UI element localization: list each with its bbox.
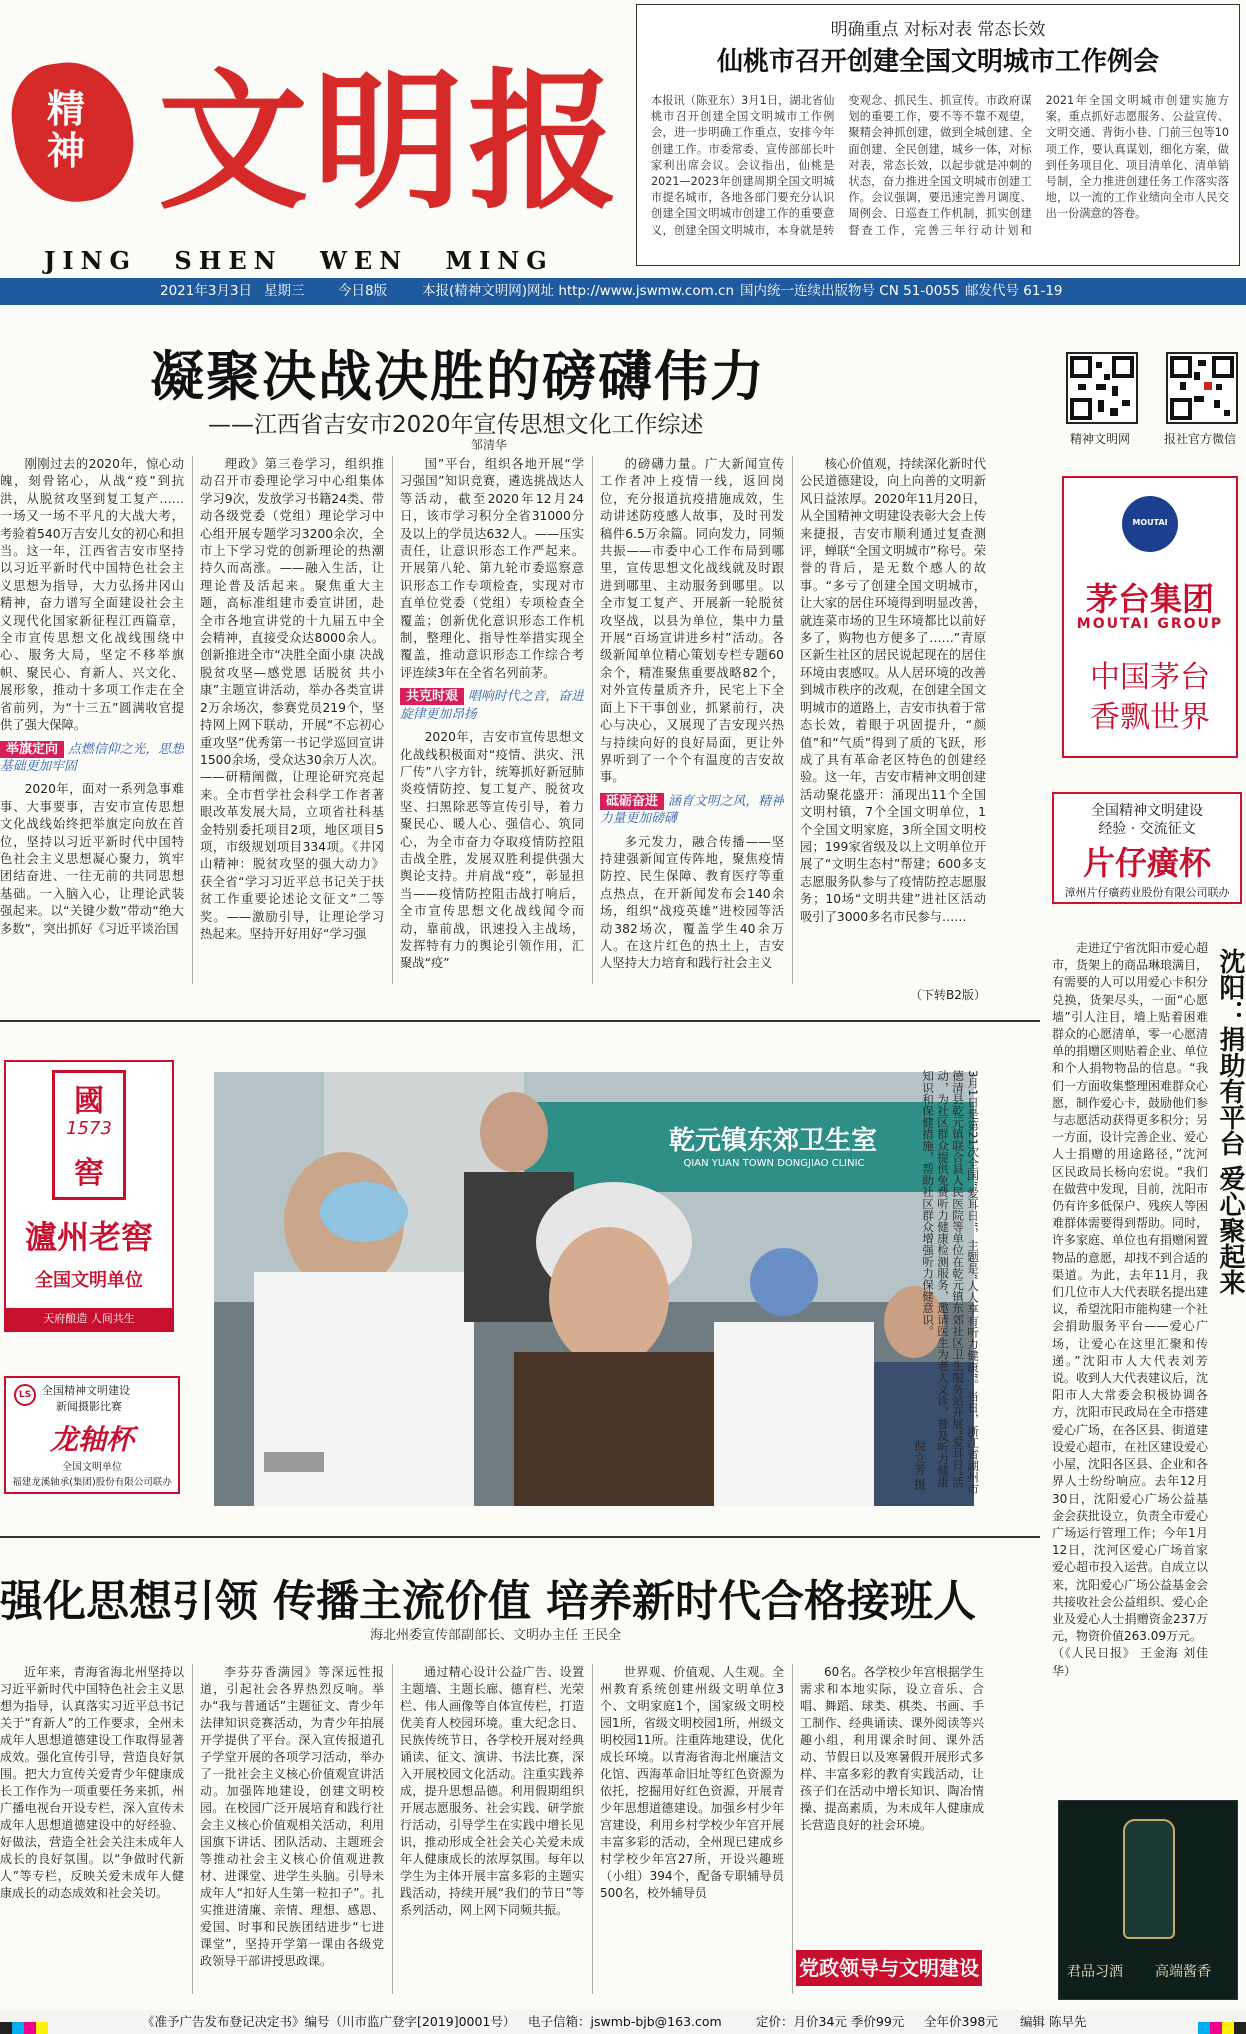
bottom-para-2: 李芬芬香满园》等深远性报道，引起社会各界热烈反响。举办“我与普通话”主题征文、青少年法律知识竞赛活动，为青少年拍展开学提供了平台。深入宣传报道孔子学堂开展的各项学习活动，举办了一批社会主义核心价值观宣讲活动。加强阵地建设，创建文明校园。在校园广泛开展培育和践行社会主义核心价值观相关活动，利用国旗下讲话、团队活动、主题班会等推动社会主义核心价值观进教材、进课堂、进学生头脑。引导未成年人“扣好人生第一粒扣子”。扎实推进清廉、亲情、理想、感恩、爱国、时事和民族团结进步“七进课堂”，坚持开学第一课由各级党政领导干部讲授思政课。 (200, 1665, 384, 1968)
bottom-title[interactable]: 强化思想引领 传播主流价值 培养新时代合格接班人 (0, 1577, 976, 1627)
side-story-title[interactable]: 沈阳：捐助有平台 爱心聚起来 (1215, 948, 1245, 1296)
column-divider (192, 456, 193, 984)
news-photo[interactable] (214, 1072, 974, 1506)
bottom-column-3 (400, 1664, 584, 1994)
longzhou-company: 福建龙溪轴承(集团)股份有限公司联办 (12, 1477, 172, 1488)
lead-para-3: 理政》第三卷学习，组织推动召开市委理论学习中心组集体学习9次，发放学习书籍24类、带动各级党委（党组）理论学习中心组开展专题学习3200余次，全市上下学习党的创新理论的热潮持久而高涨。——融入生活，让理论普及活起来。聚焦重大主题，高标准组建市委宣讲团，赴全市各地宣讲党的十九届五中全会精神，直接受众达8000余人。创新推进全市“决胜全面小康 决战脱贫攻坚—感党恩 话脱贫 共小康”主题宣讲活动，举办各类宣讲2万余场次，参赛党员219个，坚持网上网下联动，开展“不忘初心重攻坚”优秀第一书记学巡回宣讲1500余场，受众达30余万人次。——研精阐微，让理论研究亮起来。全市哲学社会科学工作者著眼改革发展大局，立项省社科基金特别委托项目2项，地区项目5项，市级规划项目334项。《井冈山精神：脱贫攻坚的强大动力》获全省“学习习近平总书记关于扶贫工作重要论述论文征文”二等奖。——激励引导，让理论学习热起来。坚持开好用好“学习强 (200, 457, 384, 941)
lead-subhead-3-text: 涵育文明之风，精神力量更加磅礴 (600, 793, 784, 827)
issue-date: 2021年3月3日 (160, 283, 253, 299)
column-divider (792, 1664, 793, 1994)
top-news-body: 本报讯（陈亚东）3月1日，湖北省仙桃市召开创建全国文明城市工作例会，进一步明确工作重点，安排今年创建工作。市委常委、宣传部部长叶家利出席会议。会议指出，仙桃是2021—2023年创建周期全国文明城市提名城市，各地各部门要充分认识创建全国文明城市创建工作的重要意义，创建全国文明城市，本身就是转变观念、抓民生、抓宣传。市政府谋划的重要工作，要不等不靠不观望，聚精会神抓创建，做到全城创建、全面创建、全民创建，城乡一体，对标对表，常态长效，以起步就是冲刺的状态，奋力推进全国文明城市创建工作。会议强调，要迅速完善月调度、周例会、日巡查工作机制，抓实创建督查工作，完善三年行动计划和2021年全国文明城市创建实施方案，重点抓好志愿服务、公益宣传、文明交通、背街小巷、门前三包等10项工作，要认真谋划，细化方案，做到任务项目化、项目清单化、清单销号制，全力推进创建任务工作落实落地，以一流的工作业绩向全市人民交出一份满意的答卷。 (651, 94, 1229, 237)
print-colorbar (12, 2022, 24, 2034)
longzhou-brand: 龙轴杯 (49, 1423, 134, 1456)
side-story-text: 走进辽宁省沈阳市爱心超市，货架上的商品琳琅满目，有需要的人可以用爱心卡积分兑换，货架尽头，一面“心愿墙”引人注目，墙上贴着困难群众的心愿清单，零一心愿清单的捐赠区则贴着企业、单位和个人捐物物品的信息。“我们一方面收集整理困难群众心愿，制作爱心卡，鼓励他们参与志愿活动获得更多积分；另一方面，设计完善企业、爱心人士捐赠的用途路径，”沈河区民政局长杨向宏说。“我们在做营中发现，目前，沈阳市仍有许多低保户、残疾人等困难群体需要得到帮助。同时，许多家庭、单位也有捐赠闲置物品的意愿，却找不到合适的渠道。为此，去年11月，我们几位市人大代表联名提出建议，希望沈阳市能构建一个社会捐助服务平台——爱心广场，让爱心在这里汇聚和传递。”沈阳市人大代表刘芳说。收到人大代表建议后，沈阳市人大常委会积极协调各方，沈阳市民政局在全市搭建爱心广场，在各区县、街道建设爱心超市，在社区建设爱心小屋，沈阳各区县、企业和各界人士纷纷响应。去年12月30日，沈阳爱心广场公益基金会获批设立，负责全市爱心广场运行管理工作；今年1月12日，沈河区爱心广场首家爱心超市投入运营。自成立以来，沈阳爱心广场公益基金会共接收社会公益组织、爱心企业及爱心人士捐赠资金237万元，物资价值263.09万元。 (1052, 941, 1208, 1644)
footer-permit: 《准予广告发布登记决定书》编号（川市监广登字[2019]0001号） (142, 2014, 516, 2029)
print-colorbar (1198, 2022, 1210, 2034)
lead-subtitle: ——江西省吉安市2020年宣传思想文化工作综述 (208, 412, 704, 438)
footer-year-price: 全年价398元 (924, 2014, 998, 2029)
column-divider (392, 1664, 393, 1994)
section-divider (0, 1020, 1040, 1022)
lead-para-8: 核心价值观，持续深化新时代公民道德建设，向上向善的文明新风日益浓厚。2020年11月20日，从全国精神文明建设表彰大会上传来捷报，吉安市顺利通过复查测评，蝉联“全国文明城市”称号。荣誉的背后，是无数个感人的故事。“多亏了创建全国文明城市，让大家的居住环境得到明显改善，就连菜市场的卫生环境都比以前好多了，购物也方便多了……”青原区新生社区的居民说起现在的居住环境由衷感叹。从人居环境的改善到城市秩序的改观，在创建全国文明城市的道路上，吉安市执着于常态长效，着眼于巩固提升，“颜值”和“气质”得到了质的飞跃，形成了具有革命老区特色的创建经验。这一年，吉安市精神文明创建活动聚花盛开：涌现出11个全国文明村镇，7个全国文明单位，1个全国文明家庭，3所全国文明校园；199家省级及以上文明单位开展了“文明生态村”帮建；600多支志愿服务队参与了疫情防控志愿服务；10场“文明共建”进社区活动吸引了3000多名市民参与…… (800, 457, 986, 924)
footer-email[interactable]: 电子信箱：jswmb-bjb@163.com (528, 2014, 722, 2029)
logo-seal-text: 精神 (46, 86, 85, 173)
top-news-title[interactable]: 仙桃市召开创建全国文明城市工作例会 (716, 47, 1159, 77)
lead-para-5: 2020年，吉安市宣传思想文化战线积极面对“疫情、洪灾、汛厂传”八字方针，统筹抓好新冠肺炎疫情防控、复工复产、脱贫攻坚、扫黑除恶等宣传引导，着力聚民心、暖人心、强信心、筑同心，为全市奋力夺取疫情防控阻击战全胜，发展双胜利提供强大舆论支持。并肩战“疫”，彰显担当——疫情防控阻击战打响后，全市宣传思想文化战线闻令而动，靠前战，讯速投入主战场，发挥特有力的舆论引领作用，汇聚战“疫” (400, 730, 584, 971)
lead-column-3 (400, 456, 584, 986)
footer-bar (0, 2010, 1246, 2034)
pianzai-line2: 经验 · 交流征文 (1098, 821, 1196, 837)
bottom-para-3: 通过精心设计公益广告、设置主题墙、主题长廊、德育栏、光荣栏、伟人画像等自体宣传栏，打造优美育人校园环境。重大纪念日、民族传统节日，各学校开展对经典诵读、征文、演讲、书法比赛，深入开展校园文化活动。注重实践养成，提升思想品德。利用假期组织开展志愿服务、社会实践、研学旅行活动，引导学生在实践中增长见识，推动形成全社会关心关爱未成年人健康成长的浓厚氛围。每年以学生为主体开展丰富多彩的主题实践活动，持续开展“我们的节日”等系列活动，网上网下同频共振。 (400, 1665, 584, 1917)
masthead-pinyin: JING SHEN WEN MING (44, 246, 554, 275)
bottom-column-5 (800, 1664, 984, 1934)
guojiao-seal-num: 1573 (66, 1118, 112, 1139)
lead-column-2 (200, 456, 384, 986)
qr-code-wechat[interactable] (1166, 352, 1238, 424)
column-divider (592, 1664, 593, 1994)
liquor-text-1: 君品习酒 (1067, 1964, 1123, 1980)
issue-weekday: 星期三 (264, 283, 305, 299)
print-colorbar (0, 2022, 12, 2034)
lead-subhead-2-tag: 共克时艰 (400, 688, 464, 705)
maotai-brand-en: MOUTAI GROUP (1076, 616, 1224, 632)
lead-column-5 (800, 456, 986, 966)
footer-price: 定价：月价34元 季价99元 (756, 2014, 905, 2029)
cn-number: 国内统一连续出版物号 CN 51-0055 (740, 283, 960, 299)
qr-caption-website: 精神文明网 (1070, 432, 1131, 446)
longzhou-line2: 新闻摄影比赛 (56, 1400, 122, 1413)
bottom-para-1: 近年来，青海省海北州坚持以习近平新时代中国特色社会主义思想为指导，认真落实习近平总书记关于“育新人”的工作要求，全州未成年人思想道德建设工作取得显著成效。强化宣传引导，营造良好氛围。把大力宣传关爱青少年健康成长工作作为一项重要任务来抓，州广播电视台开设专栏，深入宣传未成年人思想道德建设中的好经验、好做法，营造全社会关注未成年人成长的良好氛围。以“争做时代新人”等专栏，反映关爱未成年人健康成长的动态成效和社会关切。 (0, 1665, 184, 1900)
photo-credit: 倪立芳 摄 (913, 1440, 927, 1491)
bottom-para-4: 世界观、价值观、人生观。全州教育系统创建州级文明单位3个、文明家庭1个，国家级文明校园1所，省级文明校园1所，州级文明校园11所。注重阵地建设，优化成长环境。以青海省海北州廉洁文化馆、西海革命旧址等红色资源为依托，挖掘用好红色资源，开展青少年思想道德建设。加强乡村少年宫建设，利用乡村学校少年宫开展丰富多彩的活动，全州现已建成乡村学校少年宫27所，开设兴趣班（小组）394个，配备专职辅导员500名，校外辅导员 (600, 1665, 784, 1900)
lead-title[interactable]: 凝聚决战决胜的磅礴伟力 (150, 345, 766, 408)
lead-para-1: 刚刚过去的2020年，惊心动魄，刻骨铭心，从战“疫”到抗洪，从脱贫攻坚到复工复产……一场又一场不平凡的大战大考，考验着540万吉安儿女的初心和担当。这一年，江西省吉安市坚持以习近平新时代中国特色社会主义思想为指导，大力弘扬井冈山精神，奋力谱写全面建设社会主义现代化国家新征程江西篇章，全市宣传思想文化战线围绕中心、服务大局，坚定不移举旗帜、聚民心、育新人、兴文化、展形象，推动十多项工作走在全省前列，为“十三五”圆满收官提供了强大保障。 (0, 457, 184, 733)
masthead-logo (8, 40, 630, 230)
side-story-byline: （《人民日报》 王金海 刘佳华） (1052, 1646, 1208, 1678)
lead-author: 邹清华 (471, 438, 508, 452)
column-divider (192, 1664, 193, 1994)
guojiao-slogan: 全国文明单位 (35, 1270, 143, 1291)
guojiao-seal-bottom: 窖 (74, 1156, 104, 1191)
pianzai-line1: 全国精神文明建设 (1091, 803, 1203, 819)
column-divider (792, 456, 793, 984)
section-divider (0, 1536, 1040, 1538)
lead-subhead-3-tag: 砥砺奋进 (600, 793, 664, 810)
print-colorbar (1222, 2022, 1234, 2034)
bottom-column-4 (600, 1664, 784, 1994)
print-colorbar (1210, 2022, 1222, 2034)
qr-code-website[interactable] (1066, 352, 1138, 424)
lead-column-4 (600, 456, 784, 986)
ad-maotai[interactable] (1062, 476, 1238, 758)
page-count: 今日8版 (338, 283, 388, 299)
pianzai-brand: 片仔癀杯 (1082, 844, 1211, 882)
logo-char-ming: 明 (313, 54, 464, 230)
top-news-box (636, 4, 1240, 266)
guojiao-brand: 瀘州老窖 (24, 1218, 153, 1256)
lead-continued[interactable]: （下转B2版） (910, 988, 986, 1002)
print-colorbar (36, 2022, 48, 2034)
lead-para-4: 国”平台，组织各地开展“学习强国”知识竞赛，遴选挑战达人等活动，截至2020年12月24日，该市学习积分全省31000分及以上的学员达632人。——压实责任，让意识形态工作严起来。开展第八轮、第九轮市委巡察意识形态工作专项检查，实现对市直单位党委（党组）专项检查全覆盖；创新优化意识形态工作机制，整理化、指导性举措实现全覆盖，推动意识形态工作综合考评连续3年在全省名列前茅。 (400, 457, 584, 680)
bottom-subtitle: 海北州委宣传部副部长、文明办主任 王民全 (370, 1628, 622, 1643)
website-link[interactable]: 本报(精神文明网)网址 http://www.jswmw.com.cn (422, 283, 735, 299)
ad-longzhou[interactable] (4, 1376, 180, 1494)
lead-subhead-1-text: 点燃信仰之光，思想基础更加牢固 (0, 741, 184, 774)
column-divider (592, 456, 593, 984)
guojiao-foot: 天府酿造 人间共生 (6, 1308, 172, 1330)
longzhou-logo-icon: LS (14, 1384, 36, 1406)
maotai-brand: 茅台集团 (1085, 580, 1214, 618)
photo-caption: 3月1日是第21次全国“爱耳日”，主题是“人人享有听力健康”。当日，浙江省湖州市德清县乾元镇联合县人民医院等单位在乾元镇东郊社区卫生服务站开展“爱耳日”活动，为社区群众提供免费听力健康检测服务，邀请医生为老人义诊，普及听力健康知识和保健措施，帮助社区群众增强听力保健意识。 (921, 1070, 980, 1495)
logo-char-bao: 报 (468, 54, 619, 230)
photo-sign-en: QIAN YUAN TOWN DONGJIAO CLINIC (683, 1158, 865, 1169)
bottom-column-1 (0, 1664, 184, 1994)
maotai-slogan-2: 香飘世界 (1090, 700, 1210, 735)
guojiao-seal-top: 國 (74, 1084, 104, 1119)
bottom-para-5: 60名。各学校少年宫根据学生需求和本地实际，设立音乐、合唱、舞蹈、球类、棋类、书画、手工制作、经典诵读、课外阅读等兴趣小组，利用课余时间、课外活动、节假日以及寒暑假开展形式多样、丰富多彩的教育实践活动，让孩子们在活动中增长知识、陶冶情操、提高素质，为未成年人健康成长营造良好的社会环境。 (800, 1665, 984, 1832)
lead-subhead-2-text: 唱响时代之音，奋进旋律更加昂扬 (400, 689, 584, 722)
postal-code: 邮发代号 61-19 (965, 283, 1063, 299)
ad-liquor[interactable] (1058, 1800, 1238, 2000)
bottom-column-2 (200, 1664, 384, 1994)
lead-para-6: 的磅礴力量。广大新闻宣传工作者冲上疫情一线，返回岗位，充分报道抗疫措施成效，生动讲述防疫感人故事，及时刊发稿件6.5万余篇。同向发力，同频共振——市委中心工作布局到哪里，宣传思想文化战线就及时跟进到哪里、主动服务到哪里。以全市复工复产、开展新一轮脱贫攻坚战，以县为单位，集中力量开展“百场宣讲进乡村”活动。各级新闻单位精心策划专栏专题60余个，精准聚焦重要战略82个，对外宣传量质齐升，民宅上下全面上下干事创业，抓紧前行，决心与决心，又展现了吉安现兴热与持续向好的良好局面，更让外界听到了一个个有温度的吉安故事。 (600, 457, 784, 785)
photo-sign: 乾元镇东郊卫生室 (668, 1126, 877, 1156)
top-news-kicker: 明确重点 对标对表 常态长效 (830, 20, 1046, 40)
section-tag[interactable]: 党政领导与文明建设 (796, 1950, 982, 1986)
pianzai-company: 漳州片仔癀药业股份有限公司联办 (1064, 886, 1230, 899)
logo-char-wen: 文 (158, 54, 309, 230)
side-story-body (1052, 940, 1208, 1930)
column-divider (392, 456, 393, 984)
lead-column-1 (0, 456, 184, 986)
longzhou-line1: 全国精神文明建设 (42, 1384, 130, 1397)
print-colorbar (24, 2022, 36, 2034)
footer-editor: 编辑 陈早先 (1020, 2014, 1087, 2029)
lead-para-2: 2020年，面对一系列急事难事、大事要事，吉安市宣传思想文化战线始终把举旗定向放在首位，坚持以习近平新时代中国特色社会主义思想凝心聚力，筑牢团结奋进、一往无前的共同思想基础。一入脑入心，让理论武装强起来。以“关键少数”带动“绝大多数”，突出抓好《习近平谈治国 (0, 782, 184, 936)
lead-subhead-1-tag: 举旗定向 (0, 741, 64, 758)
maotai-slogan-1: 中国茅台 (1090, 660, 1210, 695)
liquor-text-2: 高端酱香 (1155, 1964, 1211, 1980)
dateline-bar (0, 278, 1246, 305)
qr-caption-wechat: 报社官方微信 (1164, 432, 1237, 446)
liquor-bottle-icon (1123, 1819, 1175, 1939)
ad-pianzai[interactable] (1052, 792, 1242, 904)
ad-guojiao[interactable] (4, 1060, 174, 1332)
lead-para-7: 多元发力，融合传播——坚持建强新闻宣传阵地，聚焦疫情防控、民生保障、教育医疗等重点热点，在开新闻发布会140余场，组织“战疫英雄”进校园等活动382场次，覆盖学生40余万人。在这片红色的热土上，吉安人坚持大力培育和践行社会主义 (600, 834, 784, 971)
longzhou-note: 全国文明单位 (62, 1462, 122, 1473)
print-colorbar (1234, 2022, 1246, 2034)
maotai-logo-text: MOUTAI (1132, 518, 1168, 527)
